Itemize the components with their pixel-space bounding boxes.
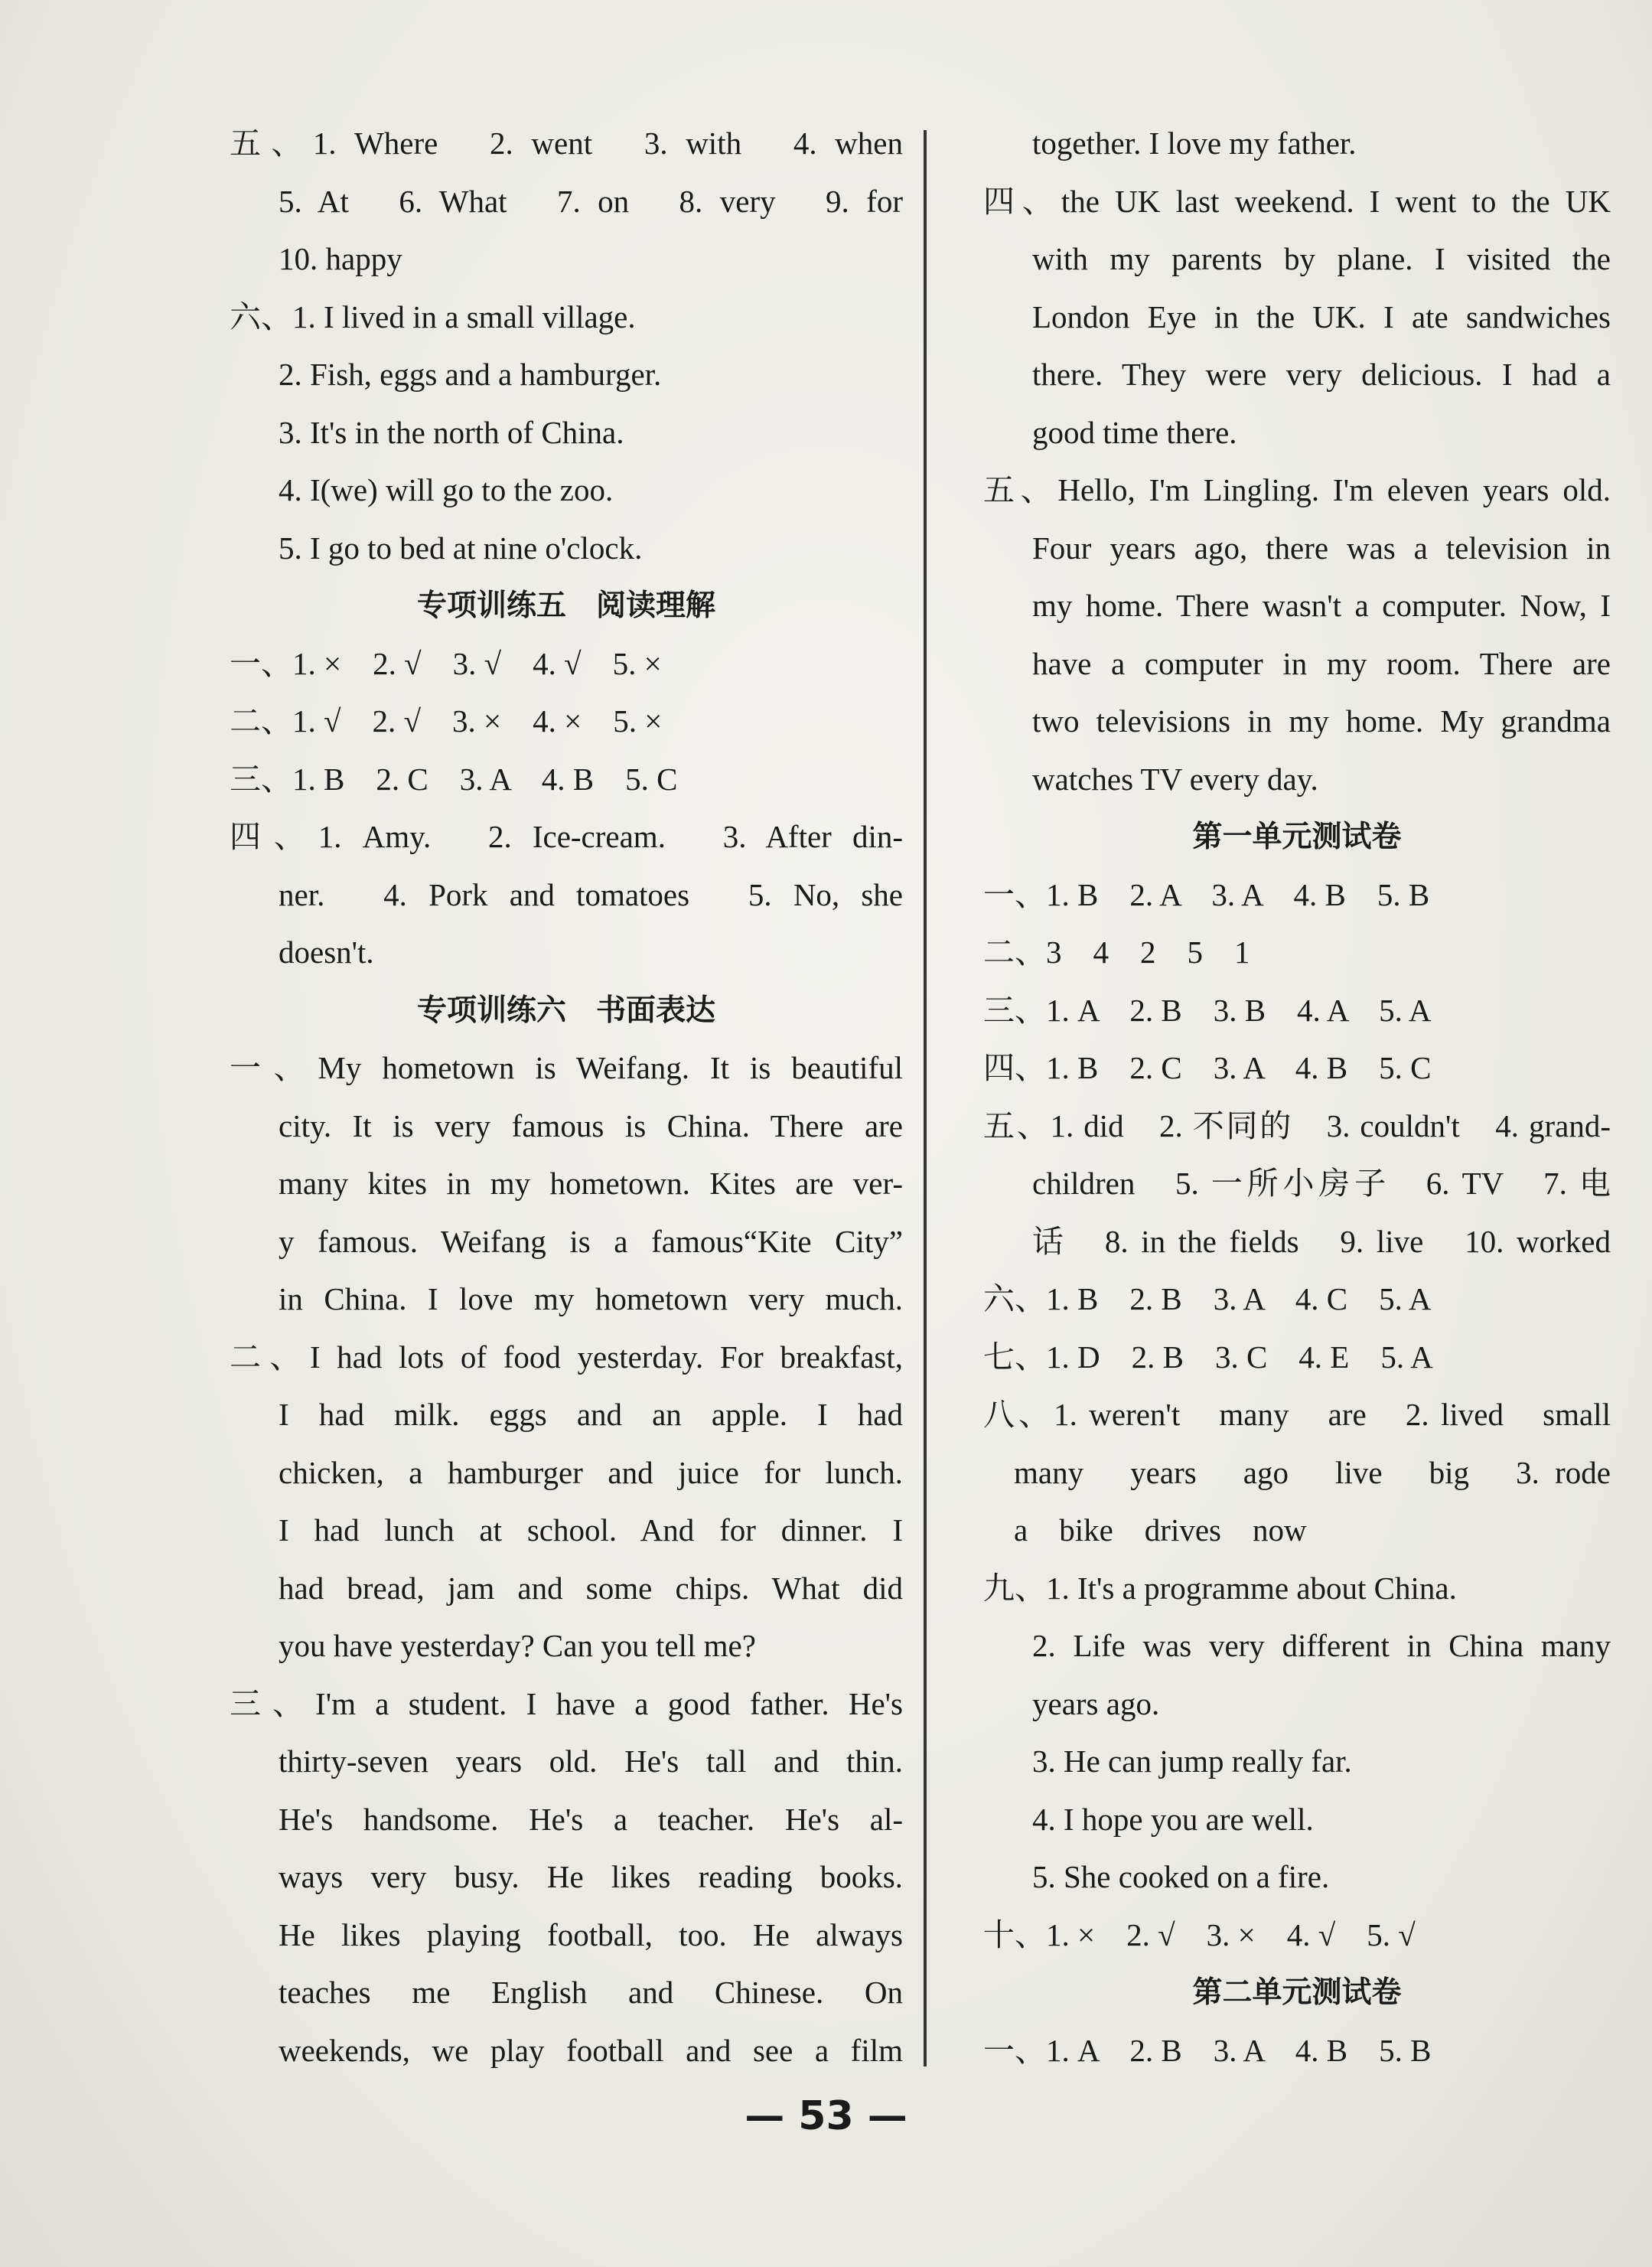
answer-line: 五、1. did 2. 不同的 3. couldn't 4. grand-: [983, 1107, 1611, 1143]
section-heading: 第一单元测试卷: [1192, 820, 1402, 854]
answer-line: with my parents by plane. I visited the: [1032, 241, 1611, 276]
page-number: — 53 —: [745, 2093, 907, 2139]
answer-line: teaches me English and Chinese. On: [279, 1975, 903, 2010]
answer-line: I had lunch at school. And for dinner. I: [279, 1512, 903, 1548]
answer-line: 5. I go to bed at nine o'clock.: [279, 530, 643, 566]
answer-line: 五、Hello, I'm Lingling. I'm eleven years old.: [983, 472, 1611, 507]
answer-line: 六、1. B 2. B 3. A 4. C 5. A: [983, 1281, 1432, 1316]
answer-line: 4. I hope you are well.: [1032, 1801, 1314, 1837]
answer-line: 5. She cooked on a fire.: [1032, 1859, 1330, 1894]
answer-line: doesn't.: [279, 935, 374, 970]
answer-line: 10. happy: [279, 241, 402, 276]
answer-line: many kites in my hometown. Kites are ver-: [279, 1166, 903, 1201]
answer-line: 2. Fish, eggs and a hamburger.: [279, 357, 662, 392]
answer-line: years ago.: [1032, 1685, 1160, 1721]
answer-line: He likes playing football, too. He always: [279, 1916, 903, 1952]
answer-line: my home. There wasn't a computer. Now, I: [1032, 588, 1611, 623]
answer-line: ways very busy. He likes reading books.: [279, 1859, 903, 1894]
answer-line: watches TV every day.: [1032, 761, 1318, 797]
answer-line: 2. Life was very different in China many: [1032, 1628, 1611, 1663]
section-heading: 专项训练五 阅读理解: [416, 589, 715, 623]
answer-line: London Eye in the UK. I ate sandwiches: [1032, 298, 1611, 334]
answer-line: 4. I(we) will go to the zoo.: [279, 472, 614, 507]
answer-line: 七、1. D 2. B 3. C 4. E 5. A: [983, 1339, 1433, 1375]
answer-line: have a computer in my room. There are: [1032, 645, 1611, 681]
answer-line: 三、1. B 2. C 3. A 4. B 5. C: [230, 761, 678, 797]
answer-line: you have yesterday? Can you tell me?: [279, 1628, 756, 1663]
answer-line: 六、1. I lived in a small village.: [230, 298, 636, 334]
answer-line: 一、My hometown is Weifang. It is beautiful: [230, 1050, 903, 1085]
answer-line: 二、1. √ 2. √ 3. × 4. × 5. ×: [230, 703, 663, 739]
answer-line: I had milk. eggs and an apple. I had: [279, 1397, 903, 1432]
answer-line: 四、1. Amy. 2. Ice-cream. 3. After din-: [230, 819, 903, 854]
answer-line: 四、the UK last weekend. I went to the UK: [983, 183, 1611, 219]
answer-line: 八、1. weren't many are 2. lived small: [983, 1397, 1611, 1432]
answer-line: 3. He can jump really far.: [1032, 1743, 1352, 1779]
answer-line: 一、1. A 2. B 3. A 4. B 5. B: [983, 2032, 1432, 2068]
answer-line: good time there.: [1032, 414, 1237, 450]
answer-line: children 5. 一所小房子 6. TV 7. 电: [1032, 1166, 1611, 1201]
answer-line: 二、I had lots of food yesterday. For breakfast,: [230, 1339, 903, 1375]
answer-line: 一、1. B 2. A 3. A 4. B 5. B: [983, 876, 1430, 912]
answer-line: there. They were very delicious. I had a: [1032, 357, 1611, 392]
right-column: [983, 115, 1611, 2079]
column-divider: [924, 130, 927, 2066]
answer-line: 十、1. × 2. √ 3. × 4. √ 5. √: [983, 1916, 1416, 1952]
answer-line: 三、I'm a student. I have a good father. He's: [230, 1685, 903, 1721]
answer-line: weekends, we play football and see a film: [279, 2032, 903, 2068]
answer-line: chicken, a hamburger and juice for lunch.: [279, 1454, 903, 1490]
answer-line: 一、1. × 2. √ 3. √ 4. √ 5. ×: [230, 645, 662, 681]
answer-line: Four years ago, there was a television in: [1032, 530, 1611, 566]
answer-line: 话 8. in the fields 9. live 10. worked: [1032, 1223, 1611, 1259]
answer-line: a bike drives now: [1014, 1512, 1307, 1548]
answer-line: y famous. Weifang is a famous“Kite City”: [279, 1223, 903, 1259]
answer-line: city. It is very famous is China. There are: [279, 1107, 903, 1143]
answer-line: in China. I love my hometown very much.: [279, 1281, 903, 1316]
answer-line: He's handsome. He's a teacher. He's al-: [279, 1801, 903, 1837]
answer-line: ner. 4. Pork and tomatoes 5. No, she: [279, 876, 903, 912]
answer-line: 九、1. It's a programme about China.: [983, 1570, 1457, 1606]
section-heading: 专项训练六 书面表达: [416, 993, 715, 1028]
answer-line: 5. At 6. What 7. on 8. very 9. for: [279, 183, 903, 219]
answer-line: 四、1. B 2. C 3. A 4. B 5. C: [983, 1050, 1432, 1085]
answer-line: 三、1. A 2. B 3. B 4. A 5. A: [983, 992, 1432, 1028]
answer-line: 二、3 4 2 5 1: [983, 935, 1250, 970]
answer-line: two televisions in my home. My grandma: [1032, 703, 1611, 739]
answer-line: 3. It's in the north of China.: [279, 414, 624, 450]
answer-line: many years ago live big 3. rode: [1014, 1454, 1611, 1490]
answer-line: together. I love my father.: [1032, 126, 1357, 161]
section-heading: 第二单元测试卷: [1192, 1975, 1402, 2010]
left-column: [230, 115, 903, 2079]
answer-line: had bread, jam and some chips. What did: [279, 1570, 903, 1606]
answer-line: thirty-seven years old. He's tall and thin.: [279, 1743, 903, 1779]
answer-line: 五、1. Where 2. went 3. with 4. when: [230, 126, 903, 161]
